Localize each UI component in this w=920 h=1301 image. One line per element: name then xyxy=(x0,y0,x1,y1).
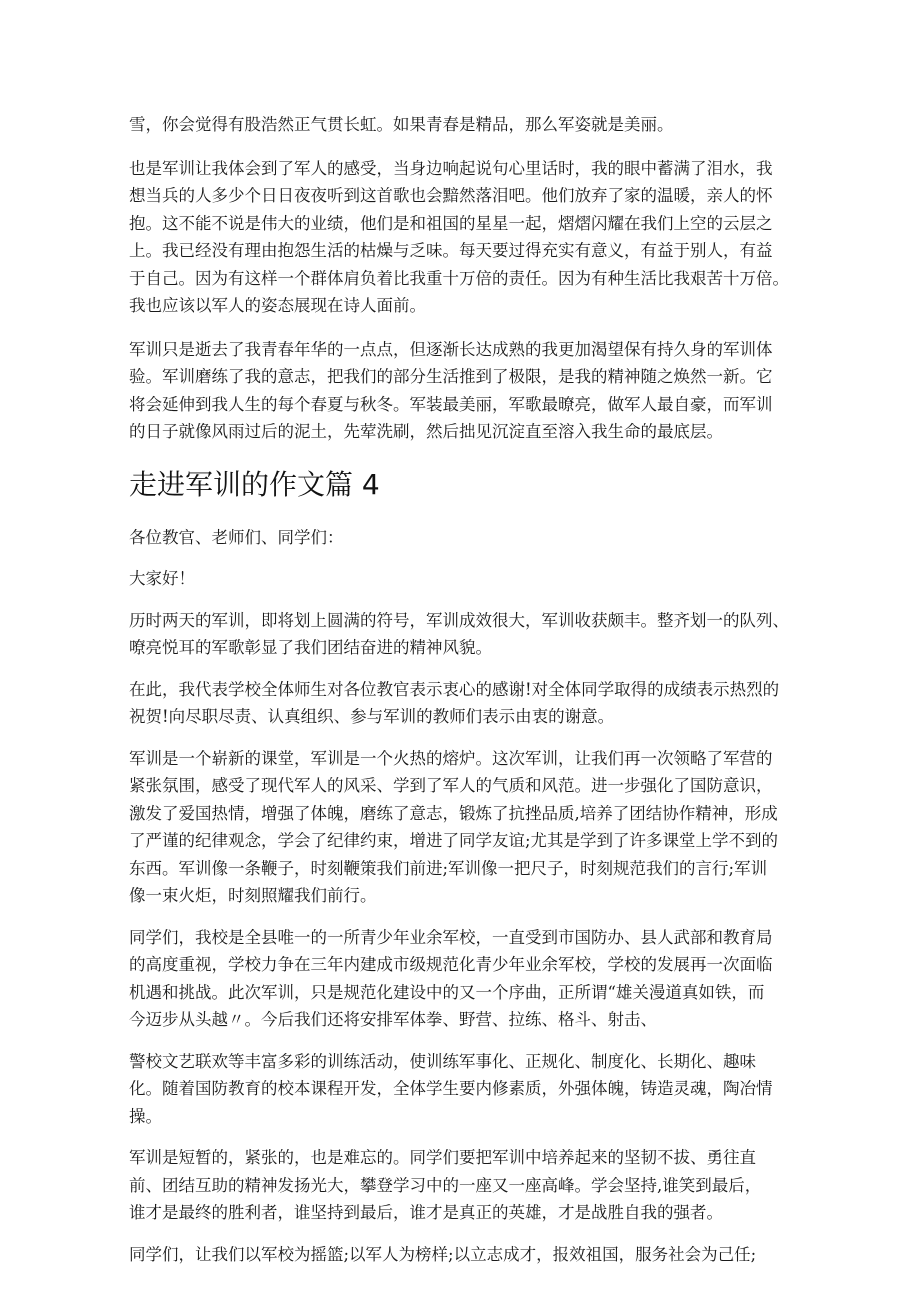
paragraph-salutation: 各位教官、老师们、同学们： xyxy=(129,527,344,547)
paragraph-10: 同学们，让我们以军校为摇篮;以军人为榜样;以立志成才，报效祖国，服务社会为己任; xyxy=(129,1244,757,1264)
paragraph-6: 军训是一个崭新的课堂，军训是一个火热的熔炉。这次军训，让我们再一次领略了军营的 紧张氛围，感受了现代军人的风采、学到了军人的气质和风范。进一步强化了国防意识， 激发了爱国热情，增强了体魄，磨练了意志，锻炼了抗挫品质,培养了团结协作精神，形成 了严谨的纪律观念，学会了纪律约束，增进了同学友谊;尤其是学到了许多课堂上学不到的 东西。军训像一条鞭子，时刻鞭策我们前进;军训像一把尺子，时刻规范我们的言行;军训 像一束火炬，时刻照耀我们前行。 xyxy=(129,748,779,905)
paragraph-3: 军训只是逝去了我青春年华的一点点，但逐渐长达成熟的我更加渴望保有持久身的军训体 验。军训磨练了我的意志，把我们的部分生活推到了极限，是我的精神随之焕然一新。它 将会延伸到我人生的每个春夏与秋冬。军装最美丽，军歌最暸亮，做军人最自豪，而军训 的日子就像风雨过后的泥土，先荤洗刷，然后拙见沉淀直至溶入我生命的最底层。 xyxy=(129,339,773,441)
paragraph-8: 警校文艺联欢等丰富多彩的训练活动，使训练军事化、正规化、制度化、长期化、趣味 化。随着国防教育的校本课程开发，全体学生要内修素质，外强体魄，铸造灵魂，陶冶情 操。 xyxy=(129,1051,773,1126)
paragraph-greeting: 大家好！ xyxy=(129,569,195,588)
paragraph-4: 历时两天的军训，即将划上圆满的符号，军训成效很大，军训收获颇丰。整齐划一的队列、 嘹亮悦耳的军歌彰显了我们团结奋进的精神风貌。 xyxy=(129,610,789,657)
paragraph-7: 同学们，我校是全县唯一的一所青少年业余军校，一直受到市国防办、县人武部和教育局 的高度重视，学校力争在三年内建成市级规范化青少年业余军校，学校的发展再一次面临 机遇和挑战。此次军训，只是规范化建设中的又一个序曲，正所谓“雄关漫道真如铁，而 今迈步从头越〃。今后我们还将安排军体拳、野营、拉练、格斗、射击、 xyxy=(129,927,773,1029)
section-heading: 走进军训的作文篇 4 xyxy=(129,467,380,501)
paragraph-2: 也是军训让我体会到了军人的感受，当身边响起说句心里话时，我的眼中蓄满了泪水，我 想当兵的人多少个日日夜夜听到这首歌也会黯然落泪吧。他们放弃了家的温暖，亲人的怀 抱。这不能不说是伟大的业绩，他们是和祖国的星星一起，熠熠闪耀在我们上空的云层之 上。我已经没有理由抱怨生活的枯燥与乏味。每天要过得充实有意义，有益于别人，有益 于自己。因为有这样一个群体肩负着比我重十万倍的责任。因为有种生活比我艰苦十万倍。 我也应该以军人的姿态展现在诗人面前。 xyxy=(129,158,789,315)
paragraph-5: 在此，我代表学校全体师生对各位教官表示衷心的感谢!对全体同学取得的成绩表示热烈的 祝贺!向尽职尽责、认真组织、参与军训的教师们表示由衷的谢意。 xyxy=(129,679,780,726)
document-body xyxy=(129,111,819,1268)
paragraph-9: 军训是短暂的，紧张的，也是难忘的。同学们要把军训中培养起来的坚韧不拔、勇往直 前、团结互助的精神发扬光大，攀登学习中的一座又一座高峰。学会坚持,谁笑到最后， 谁才是最终的胜利者，谁坚持到最后，谁才是真正的英雄，才是战胜自我的强者。 xyxy=(129,1148,762,1222)
paragraph-1: 雪，你会觉得有股浩然正气贯长虹。如果青春是精品，那么军姿就是美丽。 xyxy=(129,115,674,134)
